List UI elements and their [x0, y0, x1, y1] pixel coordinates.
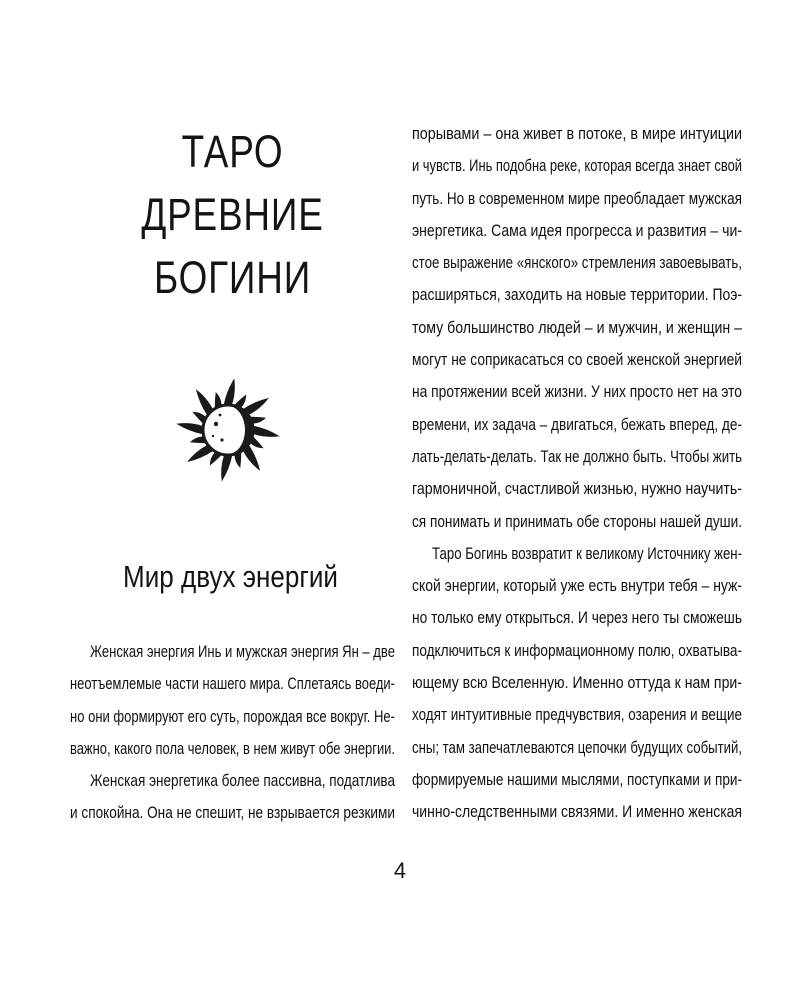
text-line: неотъемлемые части нашего мира. Сплетаясь воеди-	[70, 675, 395, 694]
book-title-line-1: ТАРО	[181, 126, 284, 177]
text-line: и спокойна. Она не спешит, не взрывается резкими	[70, 804, 395, 823]
text-line: могут не соприкасаться со своей женской энергией	[412, 351, 742, 370]
text-line: Женская энергетика более пассивна, податлива	[90, 772, 396, 791]
page-number: 4	[393, 858, 407, 883]
section-heading: Мир двух энергий	[123, 559, 338, 594]
text-line: энергетика. Сама идея прогресса и развития – чи-	[412, 221, 742, 240]
text-line: гармоничной, счастливой жизнью, нужно научить-	[412, 480, 743, 499]
text-line: сны; там запечатлеваются цепочки будущих событий,	[412, 738, 743, 757]
text-line: чинно-следственными связями. И именно женская	[412, 803, 743, 822]
book-title-line-3: БОГИНИ	[153, 252, 312, 303]
text-line: но они формируют его суть, порождая все вокруг. Не-	[70, 707, 396, 726]
text-line: путь. Но в современном мире преобладает мужская	[412, 189, 743, 208]
text-line: но только ему открыться. И через него ты сможешь	[412, 609, 743, 628]
left-text-column	[70, 636, 395, 830]
text-line: подключиться к информационному полю, охватыва-	[412, 641, 742, 660]
text-line: ходят интуитивные предчувствия, озарения и вещие	[412, 706, 742, 725]
sun-ray	[254, 426, 280, 437]
text-line: и чувств. Инь подобна реке, которая всегда знает свой	[412, 157, 743, 176]
sun-moon-emblem-icon	[176, 348, 281, 518]
text-line: формируемые нашими мыслями, поступками и при-	[412, 770, 743, 789]
text-line: ся понимать и принимать обе стороны нашей души.	[412, 512, 742, 531]
book-title-line-2: ДРЕВНИЕ	[141, 189, 324, 240]
text-line: Женская энергия Инь и мужская энергия Ян – две	[90, 643, 395, 661]
text-line: тому большинство людей – и мужчин, и женщин –	[412, 318, 743, 337]
text-line: лать-делать-делать. Так не должно быть. Чтобы жить	[412, 447, 743, 466]
right-text-column	[412, 118, 742, 829]
text-line: порывами – она живет в потоке, в мире интуиции	[412, 125, 743, 143]
text-line: ющему всю Вселенную. Именно оттуда к нам при-	[412, 674, 742, 693]
sun-ray	[176, 423, 202, 434]
text-line: ской энергии, который уже есть внутри тебя – нуж-	[412, 577, 742, 596]
text-line: важно, какого пола человек, в нем живут обе энергии.	[70, 739, 396, 758]
text-line: времени, их задача – двигаться, бежать вперед, де-	[412, 415, 742, 434]
text-line: стое выражение «янского» стремления завоевывать,	[412, 254, 743, 273]
sun-ray	[224, 378, 235, 404]
sun-ray	[221, 456, 232, 482]
book-title	[132, 120, 333, 309]
text-line: на протяжении всей жизни. У них просто нет на это	[412, 383, 743, 402]
text-line: Таро Богинь возвратит к великому Источнику жен-	[432, 544, 743, 563]
text-line: расширяться, заходить на новые территории. Поэ-	[412, 286, 743, 305]
